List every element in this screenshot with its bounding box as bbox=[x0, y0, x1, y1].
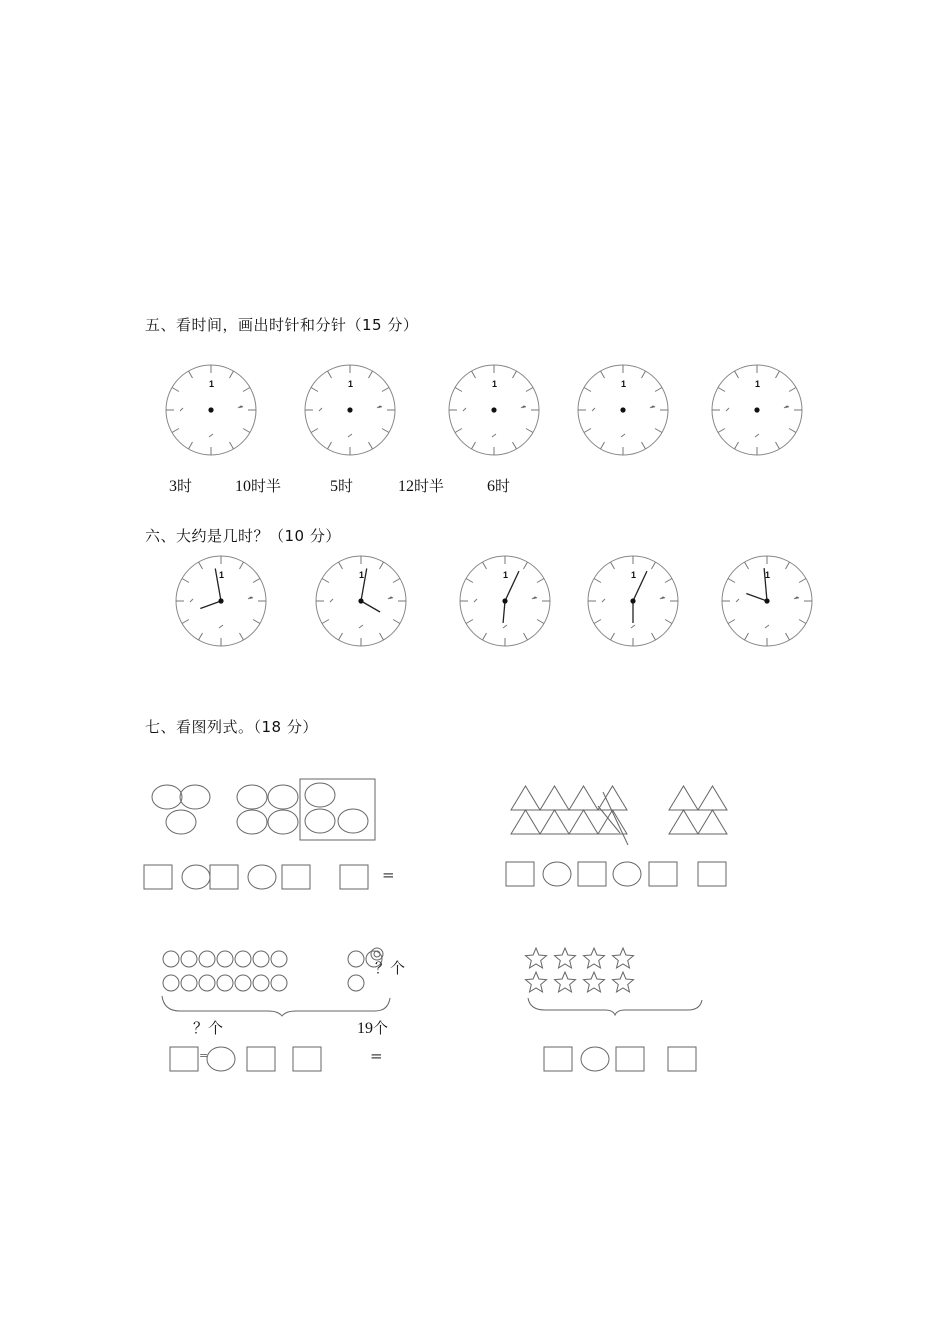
counting-circle bbox=[235, 975, 251, 991]
hour-hand bbox=[503, 601, 505, 623]
clock-8 bbox=[460, 556, 550, 646]
counting-circle bbox=[181, 975, 197, 991]
clock-tick bbox=[786, 562, 790, 569]
clock-tick bbox=[789, 388, 796, 392]
clock-2 bbox=[305, 365, 395, 455]
clock-tick bbox=[243, 388, 250, 392]
clock-number: 1 bbox=[621, 379, 627, 389]
clock-tick bbox=[655, 388, 662, 392]
counting-circle bbox=[163, 975, 179, 991]
oval bbox=[180, 785, 210, 809]
q2-answer-row bbox=[506, 862, 726, 886]
clock-6 bbox=[176, 556, 266, 646]
clock-tick bbox=[601, 371, 605, 378]
clock-tick bbox=[466, 579, 473, 583]
oval bbox=[237, 810, 267, 834]
clock-tick bbox=[199, 562, 203, 569]
clock-number: 1 bbox=[631, 570, 637, 580]
counting-circle bbox=[199, 951, 215, 967]
clock-mark bbox=[238, 406, 243, 408]
clock-tick bbox=[524, 562, 528, 569]
answer-box bbox=[506, 862, 534, 886]
triangle bbox=[511, 810, 540, 834]
clock-tick bbox=[240, 562, 244, 569]
clock-tick bbox=[584, 388, 591, 392]
oval bbox=[305, 809, 335, 833]
clock-tick bbox=[524, 633, 528, 640]
answer-box bbox=[649, 862, 677, 886]
q3-answer-row bbox=[170, 1047, 321, 1071]
clock-tick bbox=[339, 562, 343, 569]
clock-number: 1 bbox=[765, 570, 771, 580]
clock-tick bbox=[728, 579, 735, 583]
q4-stars bbox=[526, 948, 634, 992]
clock-mark bbox=[765, 625, 769, 628]
oval bbox=[268, 785, 298, 809]
answer-box bbox=[247, 1047, 275, 1071]
counting-circle bbox=[271, 951, 287, 967]
clock-tick bbox=[182, 620, 189, 624]
clock-tick bbox=[718, 429, 725, 433]
q3-circles bbox=[163, 951, 382, 991]
clock-mark bbox=[474, 599, 477, 602]
operator-oval bbox=[613, 862, 641, 886]
q3-left-question: ？个 bbox=[193, 1019, 224, 1037]
clock-center bbox=[502, 598, 507, 603]
clock-5 bbox=[712, 365, 802, 455]
clock-number: 1 bbox=[219, 570, 225, 580]
clock-tick bbox=[513, 442, 517, 449]
clock-tick bbox=[789, 429, 796, 433]
clock-tick bbox=[455, 388, 462, 392]
clock-mark bbox=[621, 434, 625, 437]
star bbox=[526, 948, 547, 968]
clock-tick bbox=[243, 429, 250, 433]
clock-mark bbox=[348, 434, 352, 437]
hour-hand bbox=[361, 601, 380, 612]
operator-oval bbox=[248, 865, 276, 889]
operator-oval bbox=[182, 865, 210, 889]
clock-mark bbox=[492, 434, 496, 437]
section-six-title: 六、大约是几时？（10 分） bbox=[145, 527, 341, 545]
clock-mark bbox=[726, 408, 729, 411]
clock-mark bbox=[660, 597, 665, 599]
answer-box bbox=[340, 865, 368, 889]
triangle bbox=[569, 786, 598, 810]
counting-circle bbox=[181, 951, 197, 967]
clock-tick bbox=[472, 442, 476, 449]
answer-box bbox=[578, 862, 606, 886]
clock-mark bbox=[521, 406, 526, 408]
counting-circle bbox=[217, 975, 233, 991]
clock-mark bbox=[190, 599, 193, 602]
clock-number: 1 bbox=[492, 379, 498, 389]
clock-tick bbox=[393, 579, 400, 583]
clock-tick bbox=[526, 429, 533, 433]
q3-total-label: 19个 bbox=[357, 1019, 389, 1037]
clock-tick bbox=[172, 388, 179, 392]
time-label-1: 3时 bbox=[169, 477, 193, 495]
clock-tick bbox=[466, 620, 473, 624]
clock-tick bbox=[642, 442, 646, 449]
answer-box bbox=[544, 1047, 572, 1071]
clock-tick bbox=[665, 579, 672, 583]
q3-equals: = bbox=[370, 1047, 383, 1065]
clock-tick bbox=[369, 442, 373, 449]
answer-box bbox=[698, 862, 726, 886]
clock-tick bbox=[594, 620, 601, 624]
clock-mark bbox=[209, 434, 213, 437]
clock-mark bbox=[330, 599, 333, 602]
triangle bbox=[540, 810, 569, 834]
clock-tick bbox=[537, 579, 544, 583]
clock-mark bbox=[377, 406, 382, 408]
clock-mark bbox=[602, 599, 605, 602]
clock-tick bbox=[745, 633, 749, 640]
answer-box bbox=[210, 865, 238, 889]
clock-tick bbox=[311, 388, 318, 392]
clock-tick bbox=[537, 620, 544, 624]
q1-answer-row bbox=[144, 865, 368, 889]
clock-mark bbox=[784, 406, 789, 408]
clock-tick bbox=[253, 620, 260, 624]
section-seven-title: 七、看图列式。（18 分） bbox=[145, 718, 318, 736]
counting-circle bbox=[217, 951, 233, 967]
clock-center bbox=[208, 407, 213, 412]
clock-tick bbox=[455, 429, 462, 433]
counting-circle bbox=[199, 975, 215, 991]
hour-hand bbox=[200, 601, 221, 609]
clock-mark bbox=[736, 599, 739, 602]
clock-tick bbox=[786, 633, 790, 640]
clock-tick bbox=[799, 620, 806, 624]
oval bbox=[166, 810, 196, 834]
clock-tick bbox=[611, 562, 615, 569]
triangle bbox=[698, 786, 727, 810]
clock-tick bbox=[240, 633, 244, 640]
star bbox=[526, 972, 547, 992]
section-five-title: 五、看时间，画出时针和分针（15 分） bbox=[145, 316, 419, 334]
answer-box bbox=[616, 1047, 644, 1071]
clock-tick bbox=[655, 429, 662, 433]
clock-mark bbox=[388, 597, 393, 599]
oval bbox=[152, 785, 182, 809]
q1-oval-group-middle bbox=[237, 785, 298, 834]
clock-mark bbox=[592, 408, 595, 411]
clock-tick bbox=[380, 562, 384, 569]
hour-hand bbox=[746, 593, 767, 601]
clock-tick bbox=[735, 371, 739, 378]
q3-inline-equals: = bbox=[199, 1049, 209, 1062]
counting-circle bbox=[163, 951, 179, 967]
clock-tick bbox=[380, 633, 384, 640]
counting-circle bbox=[235, 951, 251, 967]
answer-box bbox=[282, 865, 310, 889]
clock-number: 1 bbox=[348, 379, 354, 389]
clock-tick bbox=[382, 388, 389, 392]
q4-answer-row bbox=[544, 1047, 696, 1071]
clock-tick bbox=[322, 579, 329, 583]
clock-1 bbox=[166, 365, 256, 455]
q3-brace bbox=[162, 996, 390, 1016]
cross-out-line bbox=[603, 792, 628, 845]
clock-tick bbox=[230, 371, 234, 378]
clocks-five-group bbox=[166, 365, 802, 455]
clock-tick bbox=[328, 442, 332, 449]
star bbox=[584, 972, 605, 992]
oval bbox=[338, 809, 368, 833]
counting-circle bbox=[348, 951, 364, 967]
counting-circle bbox=[271, 975, 287, 991]
clock-tick bbox=[483, 633, 487, 640]
star bbox=[555, 948, 576, 968]
clock-tick bbox=[172, 429, 179, 433]
clock-tick bbox=[594, 579, 601, 583]
q4-brace bbox=[528, 998, 702, 1015]
clock-tick bbox=[776, 442, 780, 449]
clock-number: 1 bbox=[209, 379, 215, 389]
clock-center bbox=[754, 407, 759, 412]
time-label-3: 5时 bbox=[330, 477, 354, 495]
clock-tick bbox=[253, 579, 260, 583]
answer-box bbox=[170, 1047, 198, 1071]
answer-box bbox=[293, 1047, 321, 1071]
operator-oval bbox=[581, 1047, 609, 1071]
triangle bbox=[669, 810, 698, 834]
clock-center bbox=[347, 407, 352, 412]
clock-tick bbox=[526, 388, 533, 392]
circled-dot bbox=[371, 948, 383, 960]
clock-10 bbox=[722, 556, 812, 646]
triangle bbox=[511, 786, 540, 810]
clock-tick bbox=[728, 620, 735, 624]
q1-equals: = bbox=[382, 866, 395, 884]
clock-tick bbox=[642, 371, 646, 378]
clock-center bbox=[491, 407, 496, 412]
time-label-4: 12时半 bbox=[398, 477, 445, 495]
clock-tick bbox=[776, 371, 780, 378]
star bbox=[584, 948, 605, 968]
time-label-2: 10时半 bbox=[235, 477, 282, 495]
clock-mark bbox=[631, 625, 635, 628]
clock-mark bbox=[532, 597, 537, 599]
clock-tick bbox=[652, 633, 656, 640]
clock-tick bbox=[369, 371, 373, 378]
clock-mark bbox=[794, 597, 799, 599]
clock-tick bbox=[339, 633, 343, 640]
clock-center bbox=[620, 407, 625, 412]
clock-tick bbox=[483, 562, 487, 569]
clock-tick bbox=[601, 442, 605, 449]
clock-3 bbox=[449, 365, 539, 455]
clock-number: 1 bbox=[503, 570, 509, 580]
clock-number: 1 bbox=[755, 379, 761, 389]
clock-tick bbox=[611, 633, 615, 640]
clock-mark bbox=[319, 408, 322, 411]
clock-mark bbox=[248, 597, 253, 599]
clock-tick bbox=[199, 633, 203, 640]
oval bbox=[268, 810, 298, 834]
clock-tick bbox=[393, 620, 400, 624]
triangle bbox=[669, 786, 698, 810]
clock-tick bbox=[382, 429, 389, 433]
time-label-5: 6时 bbox=[487, 477, 511, 495]
clock-center bbox=[218, 598, 223, 603]
clock-9 bbox=[588, 556, 678, 646]
clock-mark bbox=[219, 625, 223, 628]
clock-mark bbox=[755, 434, 759, 437]
clock-tick bbox=[799, 579, 806, 583]
triangle bbox=[598, 810, 627, 834]
clock-tick bbox=[311, 429, 318, 433]
clock-center bbox=[358, 598, 363, 603]
triangle bbox=[569, 810, 598, 834]
clock-number: 1 bbox=[359, 570, 365, 580]
clock-tick bbox=[665, 620, 672, 624]
star bbox=[613, 948, 634, 968]
q1-oval-group-left bbox=[152, 785, 210, 834]
q1-boxed-ovals bbox=[300, 779, 375, 840]
clock-tick bbox=[513, 371, 517, 378]
counting-circle bbox=[348, 975, 364, 991]
clock-tick bbox=[328, 371, 332, 378]
clock-4 bbox=[578, 365, 668, 455]
triangle bbox=[540, 786, 569, 810]
clock-mark bbox=[359, 625, 363, 628]
clock-tick bbox=[584, 429, 591, 433]
clock-tick bbox=[182, 579, 189, 583]
clock-tick bbox=[189, 442, 193, 449]
clock-mark bbox=[463, 408, 466, 411]
clock-tick bbox=[652, 562, 656, 569]
clock-mark bbox=[503, 625, 507, 628]
answer-box bbox=[668, 1047, 696, 1071]
clock-center bbox=[764, 598, 769, 603]
star bbox=[613, 972, 634, 992]
operator-oval bbox=[543, 862, 571, 886]
triangle bbox=[598, 786, 627, 810]
clock-tick bbox=[472, 371, 476, 378]
clock-mark bbox=[650, 406, 655, 408]
clock-tick bbox=[718, 388, 725, 392]
clock-center bbox=[630, 598, 635, 603]
counting-circle bbox=[253, 975, 269, 991]
clock-7 bbox=[316, 556, 406, 646]
oval bbox=[237, 785, 267, 809]
clock-tick bbox=[230, 442, 234, 449]
clock-tick bbox=[322, 620, 329, 624]
counting-circle bbox=[253, 951, 269, 967]
operator-oval bbox=[207, 1047, 235, 1071]
q3-right-question: ？个 bbox=[375, 959, 406, 977]
clock-tick bbox=[745, 562, 749, 569]
clocks-six-group bbox=[176, 556, 812, 646]
answer-box bbox=[144, 865, 172, 889]
star bbox=[555, 972, 576, 992]
clock-mark bbox=[180, 408, 183, 411]
oval bbox=[305, 783, 335, 807]
clock-tick bbox=[735, 442, 739, 449]
triangle bbox=[698, 810, 727, 834]
clock-tick bbox=[189, 371, 193, 378]
